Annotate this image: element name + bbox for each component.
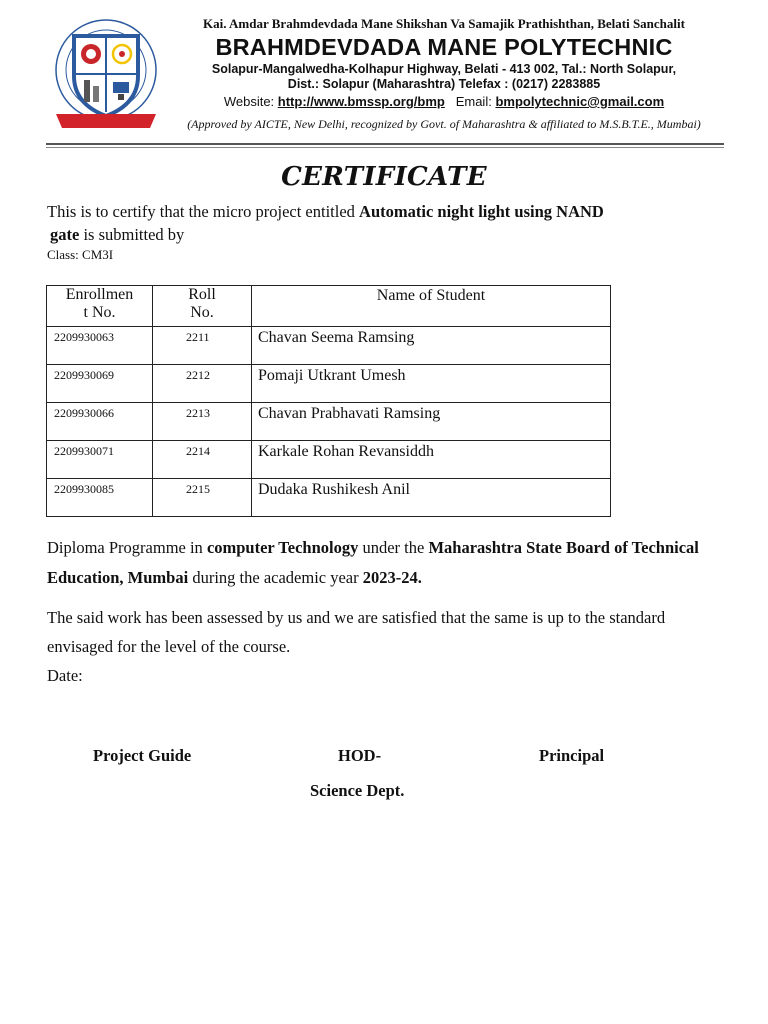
enrollment-cell: 2209930066 — [47, 403, 153, 441]
academic-year: 2023-24. — [362, 568, 422, 587]
programme-name: computer Technology — [206, 538, 359, 557]
institute-crest-icon — [52, 16, 160, 134]
signature-project-guide: Project Guide — [93, 746, 192, 765]
programme-text-3: during the academic year — [188, 568, 363, 587]
name-cell: Chavan Prabhavati Ramsing — [252, 403, 611, 441]
signature-dept: Science Dept. — [310, 781, 405, 800]
header-divider — [46, 143, 724, 145]
board-name: Maharashtra State Board of Technical Education, Mumbai — [47, 538, 699, 587]
enrollment-cell: 2209930069 — [47, 365, 153, 403]
website-label: Website: — [223, 94, 278, 109]
table-row — [47, 403, 611, 441]
table-row — [47, 327, 611, 365]
roll-cell: 2213 — [153, 403, 252, 441]
enrollment-cell: 2209930085 — [47, 479, 153, 517]
roll-cell: 2212 — [153, 365, 252, 403]
name-cell: Karkale Rohan Revansiddh — [252, 441, 611, 479]
certify-line-2 — [50, 225, 184, 245]
project-title-cont: gate — [50, 225, 80, 244]
class-label: Class: CM3I — [47, 247, 114, 262]
signature-hod: HOD- — [338, 746, 382, 765]
table-row — [47, 441, 611, 479]
header-roll: Roll No. — [153, 286, 252, 327]
name-cell: Chavan Seema Ramsing — [252, 327, 611, 365]
student-table — [46, 285, 611, 517]
table-header-row — [47, 286, 611, 327]
institute-name: BRAHMDEVDADA MANE POLYTECHNIC — [215, 34, 673, 60]
trust-name: Kai. Amdar Brahmdevdada Mane Shikshan Va Samajik Prathishthan, Belati Sanchalit — [203, 16, 685, 31]
programme-paragraph — [47, 533, 727, 593]
website-link[interactable]: http://www.bmssp.org/bmp — [277, 94, 445, 109]
email-label: Email: — [455, 94, 496, 109]
email-link[interactable]: bmpolytechnic@gmail.com — [495, 94, 665, 109]
address-line-1: Solapur-Mangalwedha-Kolhapur Highway, Belati - 413 002, Tal.: North Solapur, — [211, 62, 677, 76]
header-enrollment: Enrollmen t No. — [47, 286, 153, 327]
table-row — [47, 365, 611, 403]
table-row — [47, 479, 611, 517]
roll-cell: 2215 — [153, 479, 252, 517]
submitted-by-text: is submitted by — [79, 225, 185, 244]
project-title: Automatic night light using NAND — [359, 202, 604, 221]
certify-line — [47, 202, 604, 222]
roll-cell: 2211 — [153, 327, 252, 365]
signature-principal: Principal — [539, 746, 605, 765]
certify-text: This is to certify that the micro project entitled — [47, 202, 360, 221]
name-cell: Dudaka Rushikesh Anil — [252, 479, 611, 517]
name-cell: Pomaji Utkrant Umesh — [252, 365, 611, 403]
roll-cell: 2214 — [153, 441, 252, 479]
header-name: Name of Student — [252, 286, 611, 327]
contact-line — [168, 94, 720, 109]
enrollment-cell: 2209930063 — [47, 327, 153, 365]
programme-text-2: under the — [358, 538, 429, 557]
date-label: Date: — [47, 666, 83, 685]
enrollment-cell: 2209930071 — [47, 441, 153, 479]
header-divider-thin — [46, 147, 724, 148]
assessment-paragraph: The said work has been assessed by us and we are satisfied that the same is up to the standard envisaged for the level of the course. — [47, 608, 666, 656]
programme-text: Diploma Programme in — [47, 538, 207, 557]
certificate-title: CERTIFICATE — [281, 162, 487, 192]
address-line-2: Dist.: Solapur (Maharashtra) Telefax : (0217) 2283885 — [287, 77, 601, 91]
approval-note: (Approved by AICTE, New Delhi, recognized by Govt. of Maharashtra & affiliated to M.S.B.T.E., Mumbai) — [187, 117, 701, 131]
